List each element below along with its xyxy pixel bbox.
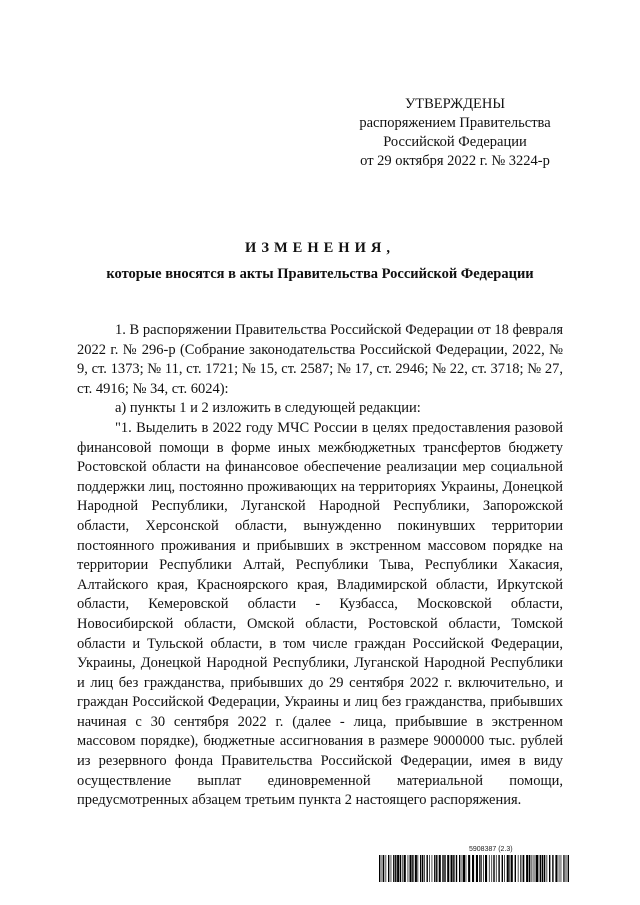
paragraph-2: а) пункты 1 и 2 изложить в следующей редакции: — [115, 400, 421, 417]
approval-line-2: Российской Федерации — [383, 134, 527, 150]
approved-heading: УТВЕРЖДЕНЫ — [404, 96, 506, 112]
approval-line-1: распоряжением Правительства — [359, 115, 551, 131]
paragraph-3: "1. Выделить в 2022 году МЧС России в целях предоставления разовой финансовой помощи в форме иных межбюджетных трансфертов бюджету Ростовской области на финансовое обеспечение реализации мер социальной поддержки лиц, постоянно проживающих на территориях Украины, Донецкой Народной Республики, Луганской Народной Республики, Запорожской области, Херсонской области, вынужденно покинувших территории постоянного проживания и прибывших в экстренном массовом порядке на территории Республики Алтай, Республики Тыва, Республики Хакасия, Алтайского края, Красноярского края, Владимирской области, Иркутской области, Кемеровской области - Кузбасса, Московской области, Новосибирской области, Омской области, Ростовской области, Томской области и Тульской области, в том числе граждан Российской Федерации, Украины, Донецкой Народной Республики, Луганской Народной Республики и лиц без гражданства, прибывших до 29 сентября 2022 г. включительно, и граждан Российской Федерации, Украины и лиц без гражданства, прибывших начиная с 30 сентября 2022 г. (далее - лица, прибывшие в экстренном массовом порядке), бюджетные ассигнования в размере 9000000 тыс. рублей из резервного фонда Правительства Российской Федерации, имея в виду осуществление выплат единовременной материальной помощи, предусмотренных абзацем третьим пункта 2 настоящего распоряжения. — [77, 419, 563, 809]
barcode-block — [379, 846, 570, 882]
document-subtitle: которые вносятся в акты Правительства Российской Федерации — [106, 266, 534, 282]
document-title: ИЗМЕНЕНИЯ, — [245, 240, 395, 256]
barcode-icon — [379, 855, 570, 882]
document-body — [77, 321, 563, 811]
barcode-label: 5908387 (2.3) — [469, 846, 513, 853]
approval-block — [340, 95, 570, 171]
paragraph-1: 1. В распоряжении Правительства Российской Федерации от 18 февраля 2022 г. № 296-р (Собрание законодательства Российской Федерации, 2022, № 9, ст. 1373; № 11, ст. 1721; № 15, ст. 2587; № 17, ст. 2946; № 22, ст. 3718; № 27, ст. 4916; № 34, ст. 6024): — [77, 322, 563, 397]
approval-line-3: от 29 октября 2022 г. № 3224-р — [360, 153, 550, 169]
